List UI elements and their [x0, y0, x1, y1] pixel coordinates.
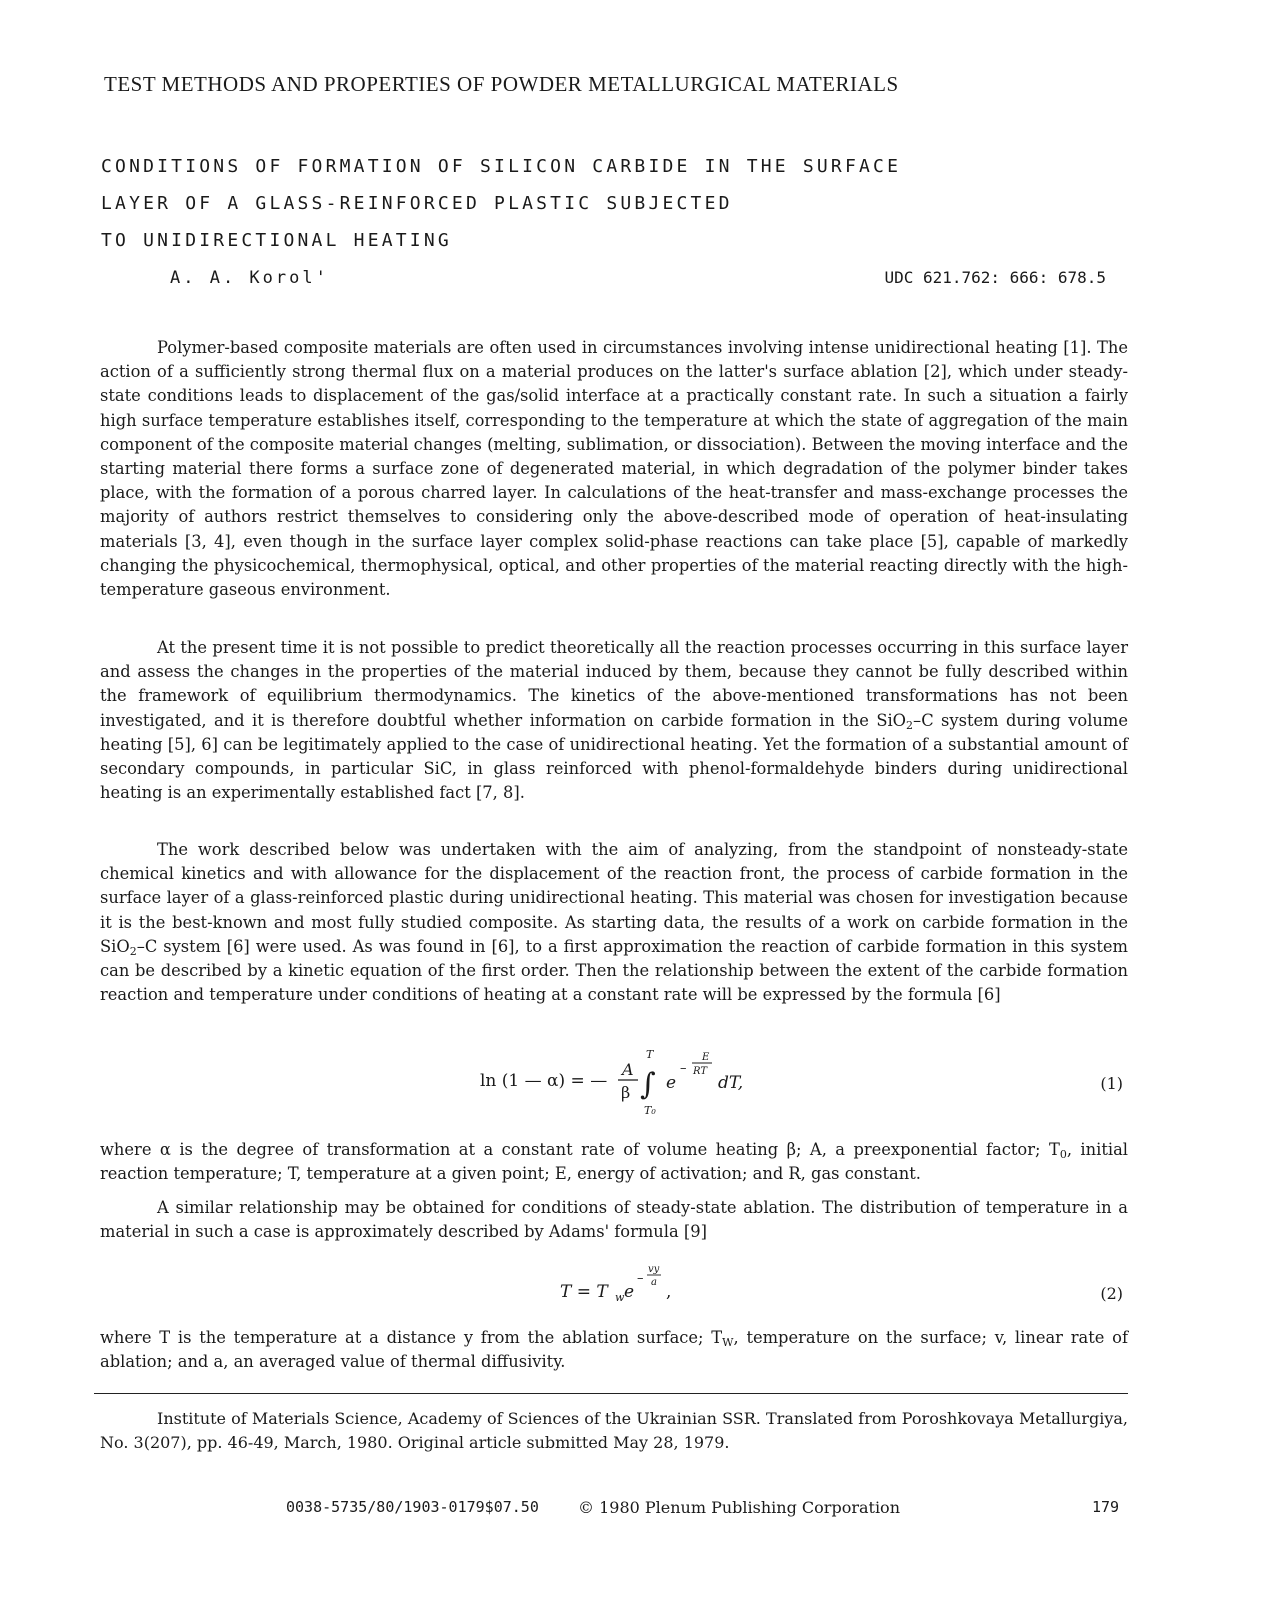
eq2-exp-sign: – [637, 1271, 644, 1286]
footer-identifier: 0038-5735/80/1903-0179$07.50 [286, 1498, 539, 1516]
author: A. A. Korol' [170, 268, 329, 288]
paragraph-5 [100, 1196, 1128, 1244]
eq1-lower-limit: T₀ [644, 1104, 656, 1117]
equation-2-svg [560, 1265, 760, 1315]
paragraph-3-subscript: 2 [129, 944, 137, 958]
title-line-2: LAYER OF A GLASS-REINFORCED PLASTIC SUBJECTED [101, 193, 733, 214]
paragraph-3-part-b: –C system [6] were used. As was found in [6], to a first approximation the reaction of carbide formation in this system can be described by a kinetic equation of the first order. Then the relationship between the extent of the carbide formation reaction and temperature under conditions of heating at a constant rate will be expressed by the formula [6] [100, 936, 1128, 1005]
eq1-upper-limit: T [646, 1050, 654, 1061]
paragraph-6 [100, 1326, 1128, 1374]
eq2-base: e [624, 1282, 635, 1302]
equation-1-number: (1) [1100, 1074, 1123, 1093]
eq2-lhs-sub: w [615, 1291, 625, 1304]
title-line-1: CONDITIONS OF FORMATION OF SILICON CARBIDE IN THE SURFACE [101, 156, 902, 177]
equation-1 [480, 1050, 780, 1120]
paragraph-4-text [100, 1138, 1128, 1186]
eq1-lhs: ln (1 — α) = — [480, 1071, 608, 1091]
paragraph-5-text: A similar relationship may be obtained for conditions of steady-state ablation. The distribution of temperature in a material in such a case is approximately described by Adams' formula [9] [100, 1198, 1128, 1242]
paragraph-2-text [100, 636, 1128, 805]
paragraph-6-text [100, 1326, 1128, 1374]
eq1-frac-den: β [621, 1083, 631, 1102]
eq1-exp-sign: – [680, 1061, 687, 1076]
eq1-exp-den: RT [693, 1066, 708, 1077]
eq1-base: e [666, 1073, 677, 1093]
eq2-exp-den: a [651, 1277, 657, 1288]
footer-publisher: © 1980 Plenum Publishing Corporation [578, 1498, 900, 1517]
page-number: 179 [1092, 1498, 1120, 1516]
paragraph-2-subscript: 2 [906, 718, 914, 732]
paragraph-3-text [100, 838, 1128, 1007]
paragraph-1-text: Polymer-based composite materials are often used in circumstances involving intense unidirectional heating [1]. The action of a sufficiently strong thermal flux on a material produces on the latter's surface ablation [2], which under steady-state conditions leads to displacement of the gas/solid interface at a practically constant rate. In such a situation a fairly high surface temperature establishes itself, corresponding to the temperature at which the state of aggregation of the main component of the composite material changes (melting, sublimation, or dissociation). Between the moving interface and the starting material there forms a surface zone of degenerated material, in which degradation of the polymer binder takes place, with the formation of a porous charred layer. In calculations of the heat-transfer and mass-exchange processes the majority of authors restrict themselves to considering only the above-described mode of operation of heat-insulating materials [3, 4], even though in the surface layer complex solid-phase reactions can take place [5], capable of markedly changing the physicochemical, thermophysical, optical, and other properties of the material reacting directly with the high-temperature gaseous environment. [100, 338, 1128, 600]
article-title [101, 148, 901, 259]
udc-code: UDC 621.762: 666: 678.5 [884, 268, 1106, 287]
paragraph-2-part-a: At the present time it is not possible to predict theoretically all the reaction processes occurring in this surface layer and assess the changes in the properties of the material induced by them, because they cannot be fully described within the framework of equilibrium thermodynamics. The kinetics of the above-mentioned transformations has not been investigated, and it is therefore doubtful whether information on carbide formation in the SiO [100, 638, 1128, 730]
eq1-integral-sign: ∫ [640, 1067, 656, 1102]
paragraph-1 [100, 336, 1128, 602]
paragraph-4-part-b: , initial reaction temperature; T, temperature at a given point; E, energy of activation; and R, gas constant. [100, 1140, 1128, 1184]
eq1-exp-num: E [702, 1052, 710, 1063]
footnote [100, 1407, 1128, 1455]
paragraph-2-part-b: –C system during volume heating [5], 6] can be legitimately applied to the case of unidirectional heating. Yet the formation of a substantial amount of secondary compounds, in particular SiC, in glass reinforced with phenol-formaldehyde binders during unidirectional heating is an experimentally established fact [7, 8]. [100, 710, 1128, 803]
eq2-exp-num: vy [648, 1265, 660, 1275]
paragraph-4-subscript: 0 [1059, 1148, 1067, 1161]
paragraph-4-part-a: where α is the degree of transformation at a constant rate of volume heating β; A, a preexponential factor; T [100, 1140, 1060, 1159]
equation-1-svg [480, 1050, 780, 1120]
paragraph-6-part-b: , temperature on the surface; v, linear rate of ablation; and a, an averaged value of thermal diffusivity. [100, 1328, 1129, 1372]
eq2-lhs: T = T [560, 1282, 608, 1302]
footnote-divider [94, 1393, 1128, 1394]
equation-2-number: (2) [1100, 1284, 1123, 1303]
paragraph-3 [100, 838, 1128, 1007]
eq2-tail: , [666, 1282, 672, 1302]
paragraph-2 [100, 636, 1128, 805]
paragraph-3-part-a: The work described below was undertaken with the aim of analyzing, from the standpoint of nonsteady-state chemical kinetics and with allowance for the displacement of the reaction front, the process of carbide formation in the surface layer of a glass-reinforced plastic during unidirectional heating. This material was chosen for investigation because it is the best-known and most fully studied composite. As starting data, the results of a work on carbide formation in the SiO [100, 840, 1128, 956]
paragraph-6-subscript: W [722, 1336, 734, 1349]
title-line-3: TO UNIDIRECTIONAL HEATING [101, 230, 452, 251]
eq1-frac-num: A [622, 1060, 634, 1079]
paragraph-6-part-a: where T is the temperature at a distance y from the ablation surface; T [100, 1328, 723, 1347]
eq1-tail: dT, [718, 1073, 744, 1093]
equation-2 [560, 1265, 760, 1315]
paragraph-4 [100, 1138, 1128, 1186]
section-title: TEST METHODS AND PROPERTIES OF POWDER METALLURGICAL MATERIALS [104, 72, 899, 96]
footnote-text: Institute of Materials Science, Academy of Sciences of the Ukrainian SSR. Translated from Poroshkovaya Metallurgiya, No. 3(207), pp. 46-49, March, 1980. Original article submitted May 28, 1979. [100, 1409, 1128, 1452]
